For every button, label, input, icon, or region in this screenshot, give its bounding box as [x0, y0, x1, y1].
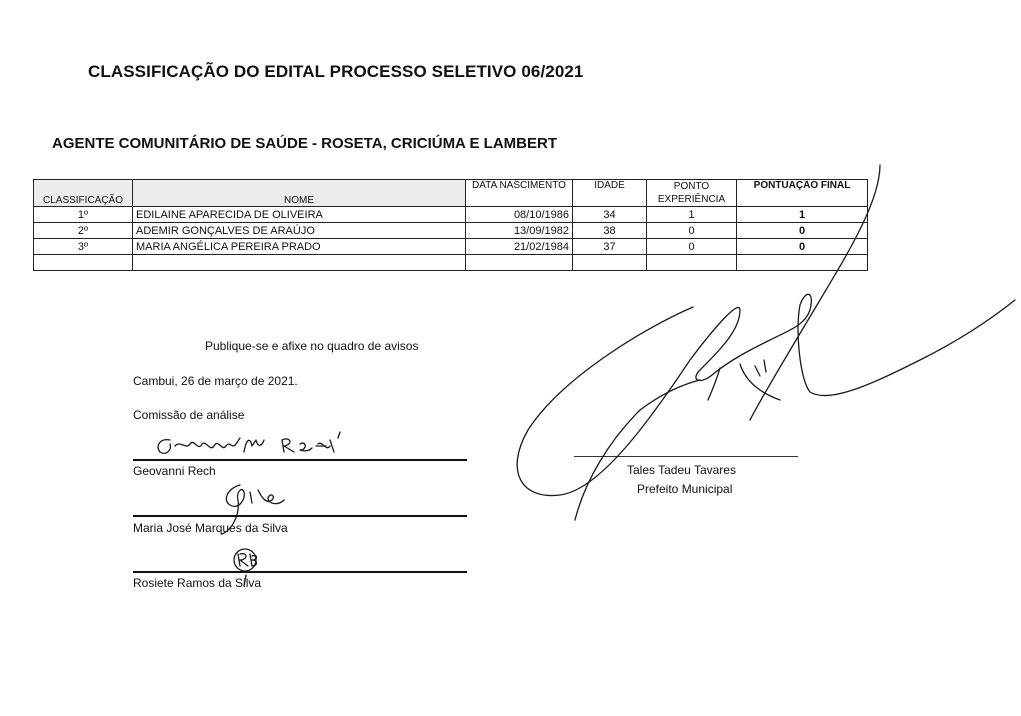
header-idade: IDADE [573, 180, 647, 207]
cell-classificacao: 1º [34, 207, 133, 223]
cell-nome: EDILAINE APARECIDA DE OLIVEIRA [133, 207, 466, 223]
cell-data-nascimento: 13/09/1982 [466, 223, 573, 239]
cell-nome: ADEMIR GONÇALVES DE ARAÚJO [133, 223, 466, 239]
cell-classificacao: 2º [34, 223, 133, 239]
cell-idade: 37 [573, 239, 647, 255]
prefeito-signature-stroke2 [575, 380, 700, 520]
cell-pontuacao-final: 0 [737, 223, 868, 239]
signatory-prefeito: Tales Tadeu Tavares [627, 463, 736, 477]
document-title: CLASSIFICAÇÃO DO EDITAL PROCESSO SELETIVO 06/2021 [88, 62, 584, 81]
cell-classificacao: 3º [34, 239, 133, 255]
cell-data-nascimento: 21/02/1984 [466, 239, 573, 255]
cell-pontuacao-final: 1 [737, 207, 868, 223]
commission-label: Comissão de análise [133, 408, 245, 422]
signatory-rosiete: Rosiete Ramos da Silva [133, 576, 262, 590]
publique-text: Publique-se e afixe no quadro de avisos [205, 339, 419, 353]
cell-nome: MARIA ANGÉLICA PEREIRA PRADO [133, 239, 466, 255]
header-pontuacao-final: PONTUAÇÃO FINAL [737, 180, 868, 207]
prefeito-signature-stroke [750, 165, 880, 420]
cell-pontuacao-final: 0 [737, 239, 868, 255]
maria-jose-signature [222, 485, 284, 534]
header-nome: NOME [133, 180, 466, 207]
place-date: Cambui, 26 de março de 2021. [133, 374, 298, 388]
cell-ponto-experiencia: 0 [647, 239, 737, 255]
signatory-maria-jose: Maria José Marques da Silva [133, 521, 288, 535]
prefeito-signature [517, 294, 1015, 495]
cell-data-nascimento: 08/10/1986 [466, 207, 573, 223]
cell-idade: 38 [573, 223, 647, 239]
header-data-nascimento: DATA NASCIMENTO [466, 180, 573, 207]
signatory-geovanni: Geovanni Rech [133, 464, 216, 478]
header-experiencia: EXPERIÊNCIA [657, 194, 726, 205]
cell-ponto-experiencia: 1 [647, 207, 737, 223]
cell-ponto-experiencia: 0 [647, 223, 737, 239]
signatory-prefeito-role: Prefeito Municipal [637, 482, 733, 496]
cell-idade: 34 [573, 207, 647, 223]
header-ponto: PONTO [673, 181, 710, 192]
geovanni-signature [158, 432, 340, 453]
prefeito-signature-loop [708, 360, 780, 400]
section-title: AGENTE COMUNITÁRIO DE SAÚDE - ROSETA, CRICIÚMA E LAMBERT [52, 135, 557, 152]
header-classificacao: CLASSIFICAÇÃO [34, 180, 133, 207]
